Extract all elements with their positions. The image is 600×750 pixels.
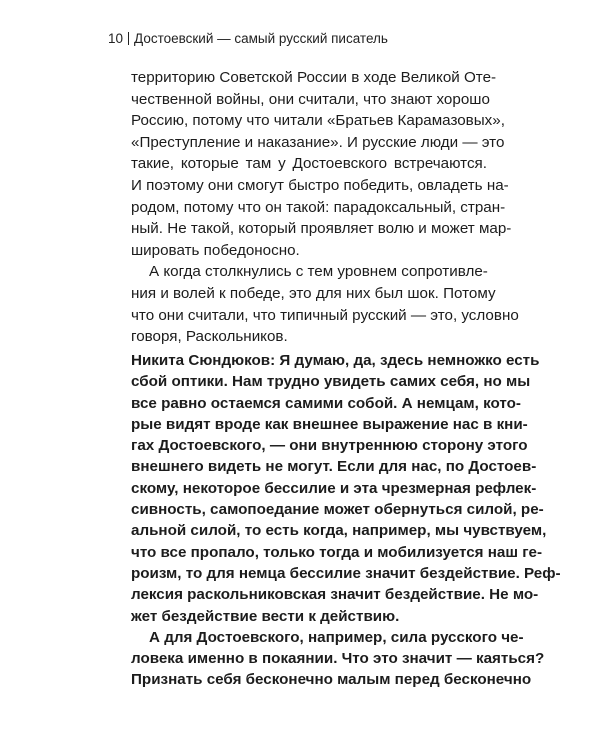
text-line: рые видят вроде как внешнее выражение нас в кни- [131, 415, 528, 433]
narrative-text [131, 67, 519, 348]
text-line: шировать победоносно. [131, 241, 300, 259]
text-line: альной силой, то есть когда, например, мы чувствуем, [131, 522, 547, 540]
text-line: жет бездействие вести к действию. [131, 607, 400, 625]
text-line: внешнего видеть не могут. Если для нас, по Достоев- [131, 458, 537, 476]
text-line: ния и волей к победе, это для них был шок. Потому [131, 284, 496, 302]
text-line: роизм, то для немца бессилие значит бездействие. Реф- [131, 564, 561, 582]
text-line: И поэтому они смогут быстро победить, овладеть на- [131, 176, 509, 194]
text-line: что все пропало, только тогда и мобилизуется наш ге- [131, 543, 543, 561]
page-number: 10 [108, 31, 124, 46]
text-line: А для Достоевского, например, сила русского че- [149, 628, 524, 646]
text-line: сивность, самопоедание может обернуться силой, ре- [131, 501, 544, 519]
text-line: такие, которые там у Достоевского встречаются. [131, 155, 487, 173]
text-line: сбой оптики. Нам трудно увидеть самих себя, но мы [131, 373, 531, 391]
text-line: гах Достоевского, — они внутреннюю сторону этого [131, 437, 528, 455]
text-line: Россию, потому что читали «Братьев Карамазовых», [131, 112, 505, 130]
running-head [108, 30, 388, 48]
text-line: чественной войны, они считали, что знают хорошо [131, 90, 490, 108]
text-line: Никита Сюндюков: Я думаю, да, здесь немножко есть [131, 352, 540, 369]
interview-answer [131, 350, 561, 691]
text-line: скому, некоторое бессилие и эта чрезмерная рефлек- [131, 479, 537, 497]
text-line: территорию Советской России в ходе Великой Оте- [131, 69, 497, 86]
text-line: что они считали, что типичный русский — это, условно [131, 306, 519, 324]
text-line: Признать себя бесконечно малым перед бесконечно [131, 671, 532, 689]
text-line: лексия раскольниковская значит бездействие. Не мо- [131, 586, 539, 604]
running-title: Достоевский — самый русский писатель [134, 31, 388, 46]
text-line: А когда столкнулись с тем уровнем сопротивле- [149, 263, 488, 281]
text-line: все равно остаемся самими собой. А немцам, кото- [131, 394, 521, 412]
text-line: говоря, Раскольников. [131, 328, 288, 346]
text-line: «Преступление и наказание». И русские люди — это [131, 133, 505, 151]
text-line: ловека именно в покаянии. Что это значит — каяться? [131, 650, 545, 668]
header-separator [128, 32, 129, 45]
text-line: родом, потому что он такой: парадоксальный, стран- [131, 198, 506, 216]
text-line: ный. Не такой, который проявляет волю и может мар- [131, 220, 512, 238]
